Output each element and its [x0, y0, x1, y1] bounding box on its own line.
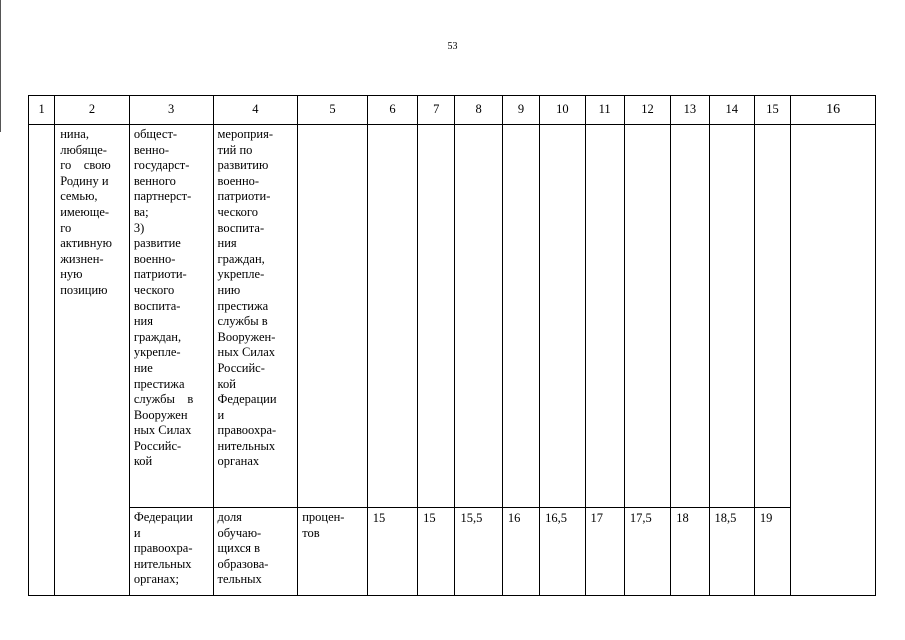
cell-col3 [129, 508, 213, 596]
value-text: 16,5 [545, 511, 568, 525]
cell-col3 [129, 125, 213, 508]
cell-col12 [624, 508, 670, 596]
value-text: 16 [507, 511, 521, 525]
value-text: 15 [372, 511, 386, 525]
value-text: 18,5 [714, 511, 737, 525]
value-text: 17,5 [629, 511, 652, 525]
cell-text: Федерации и правоохра- нительных органах; [133, 510, 193, 587]
header-cell: 1 [29, 96, 55, 125]
cell-col6 [367, 125, 417, 508]
table-row [29, 125, 876, 508]
header-cell: 12 [624, 96, 670, 125]
header-cell: 8 [455, 96, 502, 125]
cell-col5 [298, 508, 368, 596]
value-text: 15 [423, 511, 436, 525]
cell-col4 [213, 508, 298, 596]
cell-col16 [791, 125, 876, 596]
header-cell: 6 [367, 96, 417, 125]
header-cell: 5 [298, 96, 368, 125]
header-cell: 4 [213, 96, 298, 125]
value-text: 15,5 [460, 511, 483, 525]
value-text: 19 [759, 511, 773, 525]
unit-text: процен- тов [302, 510, 345, 540]
cell-text: общест- венно- государст- венного партнерст- ва; 3) развитие военно- патриоти- ческого воспита- ния граждан, укрепле- ние престижа службы в Вооружен ных Силах Российс- кой [133, 127, 194, 469]
cell-col10 [540, 508, 585, 596]
data-table [28, 95, 876, 596]
cell-col8 [455, 508, 502, 596]
cell-col1 [29, 125, 55, 596]
header-cell: 11 [585, 96, 624, 125]
header-cell: 14 [709, 96, 754, 125]
cell-text: мероприя- тий по развитию военно- патриоти- ческого воспита- ния граждан, укрепле- нию престижа службы в Вооружен- ных Силах Российс- кой Федерации и правоохра- нительных органах [217, 127, 277, 469]
cell-col6 [367, 508, 417, 596]
header-cell: 9 [502, 96, 539, 125]
header-cell: 13 [671, 96, 709, 125]
value-text: 18 [676, 511, 689, 525]
cell-col5 [298, 125, 368, 508]
value-text: 17 [590, 511, 604, 525]
header-cell: 10 [540, 96, 585, 125]
cell-col9 [502, 508, 539, 596]
cell-text: нина, любяще- го свою Родину и семью, имеюще- го активную жизнен- ную позицию [60, 127, 112, 297]
cell-col15 [754, 508, 790, 596]
page-number: 53 [447, 41, 458, 52]
cell-col11 [585, 508, 624, 596]
header-cell: 2 [55, 96, 130, 125]
cell-col13 [671, 125, 709, 508]
header-cell: 15 [754, 96, 790, 125]
left-margin-rule [0, 0, 1, 132]
cell-col14 [709, 125, 754, 508]
header-cell: 7 [418, 96, 455, 125]
cell-col11 [585, 125, 624, 508]
cell-text: доля обучаю- щихся в образова- тельных [217, 510, 269, 587]
cell-col14 [709, 508, 754, 596]
header-cell: 16 [791, 96, 876, 125]
header-cell: 3 [129, 96, 213, 125]
cell-col2 [55, 125, 130, 596]
cell-col7 [418, 508, 455, 596]
cell-col7 [418, 125, 455, 508]
cell-col15 [754, 125, 790, 508]
table-row [29, 508, 876, 596]
cell-col8 [455, 125, 502, 508]
cell-col12 [624, 125, 670, 508]
cell-col4 [213, 125, 298, 508]
cell-col10 [540, 125, 585, 508]
cell-col9 [502, 125, 539, 508]
cell-col13 [671, 508, 709, 596]
header-row [29, 96, 876, 125]
